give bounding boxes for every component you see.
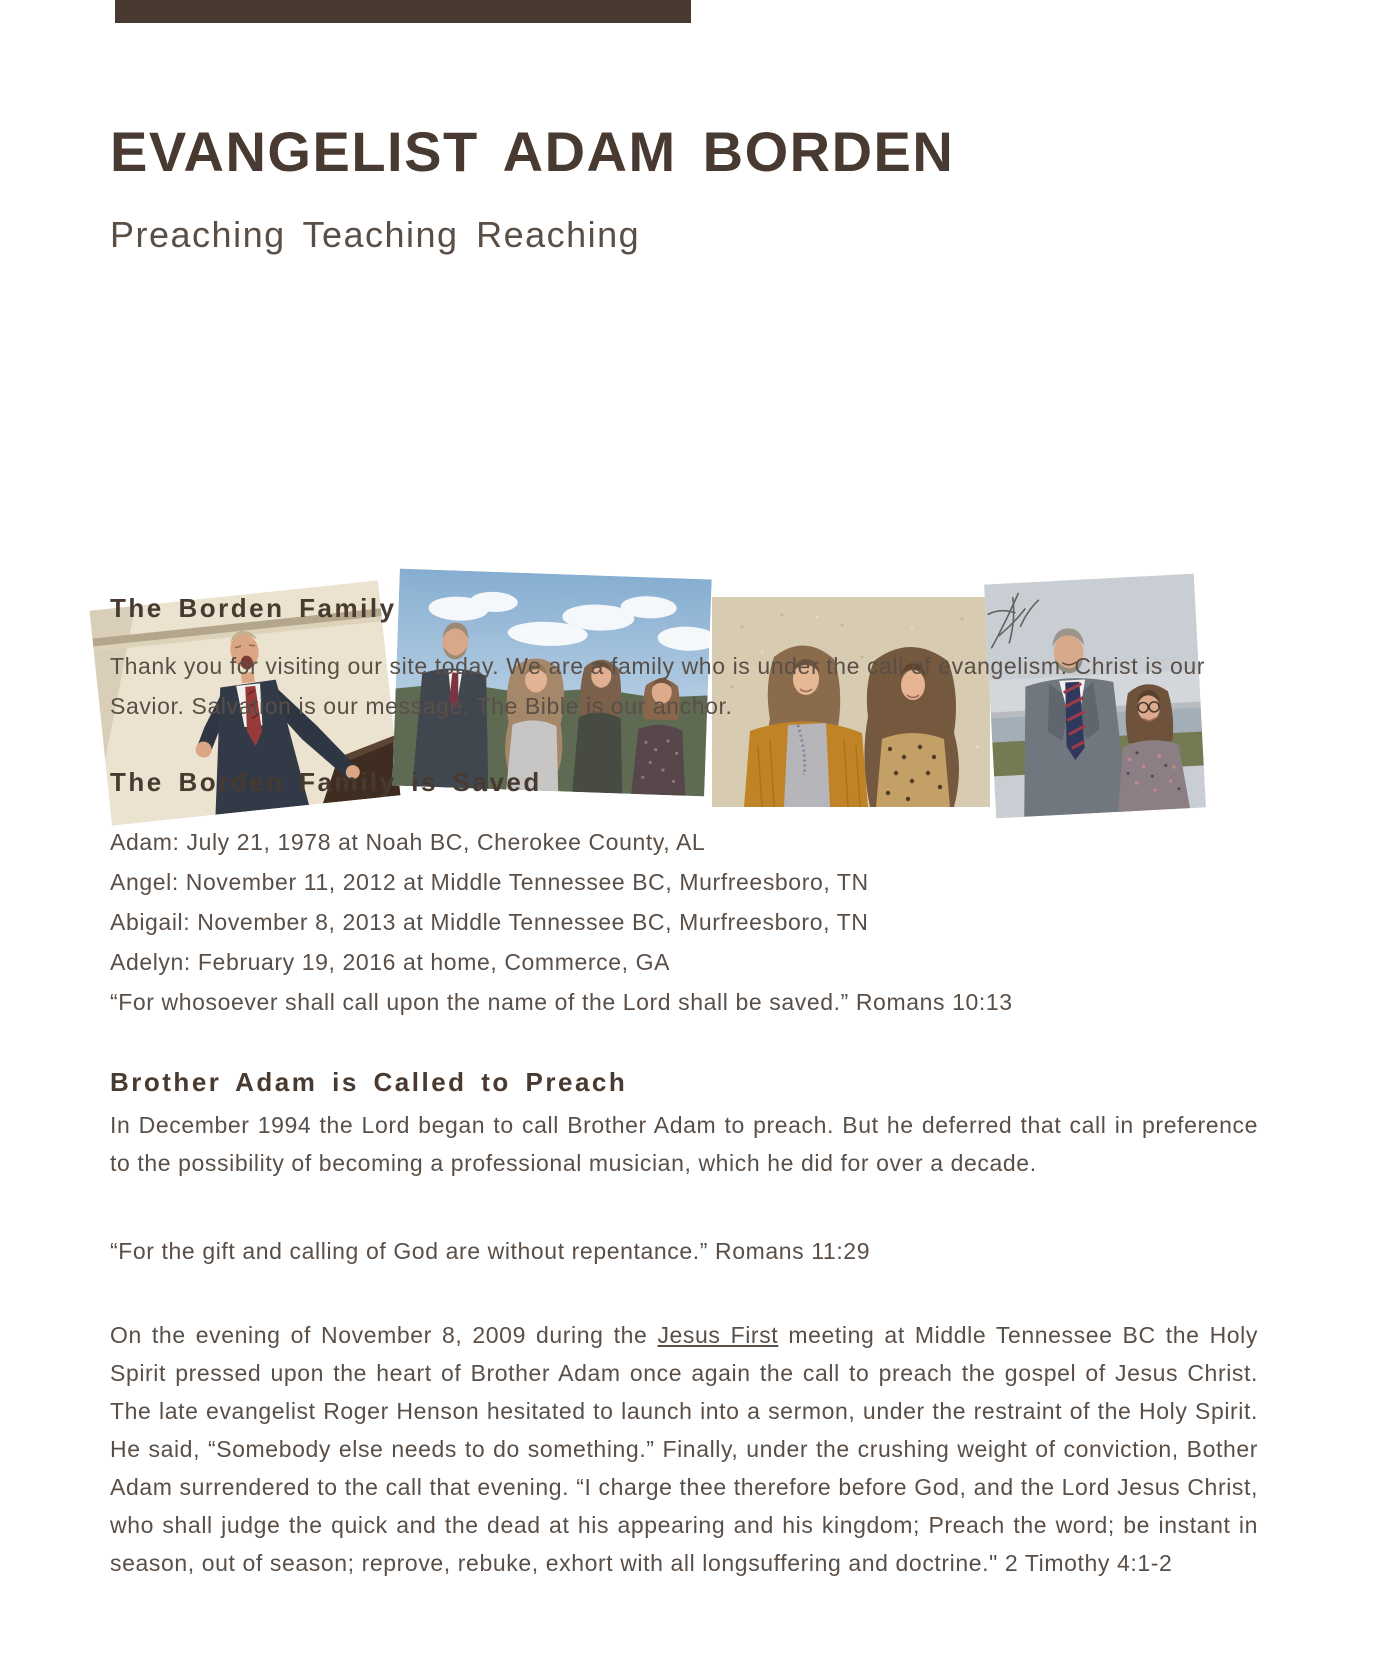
scripture-quote-romans-11-29: “For the gift and calling of God are without repentance.” Romans 11:29 <box>110 1238 871 1264</box>
heading-family-is-saved: The Borden Family is Saved <box>110 767 542 797</box>
scripture-quote-romans-10-13: “For whosoever shall call upon the name of the Lord shall be saved.” Romans 10:13 <box>110 989 1013 1015</box>
heading-the-borden-family: The Borden Family <box>110 593 397 623</box>
page-subtitle: Preaching Teaching Reaching <box>110 214 641 255</box>
salvation-item-adelyn: Adelyn: February 19, 2016 at home, Commerce, GA <box>110 949 671 975</box>
paragraph-testimony <box>110 1316 1258 1582</box>
photo-collage <box>0 285 1378 540</box>
testimony-text-after-link: meeting at Middle Tennessee BC the Holy Spirit pressed upon the heart of Brother Adam once again the call to preach the gospel of Jesus Christ. The late evangelist Roger Henson hesitated to launch into a sermon, under the restraint of the Holy Spirit. He said, “Somebody else needs to do something.” Finally, under the crushing weight of conviction, Bother Adam surrendered to the call that evening. “I charge thee therefore before God, and the Lord Jesus Christ, who shall judge the quick and the dead at his appearing and his kingdom; Preach the word; be instant in season, out of season; reprove, rebuke, exhort with all longsuffering and doctrine." 2 Timothy 4:1-2 <box>110 1322 1258 1576</box>
paragraph-called-to-preach: In December 1994 the Lord began to call Brother Adam to preach. But he deferred that call in preference to the possibility of becoming a professional musician, which he did for over a decade. <box>110 1112 1258 1176</box>
accent-bar <box>115 0 691 23</box>
salvation-list <box>110 822 1258 1022</box>
paragraph-family-intro: Thank you for visiting our site today. We are a family who is under the call of evangelism. Christ is our Savior. Salvation is our message. The Bible is our anchor. <box>110 653 1206 719</box>
salvation-item-adam: Adam: July 21, 1978 at Noah BC, Cherokee County, AL <box>110 829 706 855</box>
heading-called-to-preach: Brother Adam is Called to Preach <box>110 1067 628 1097</box>
salvation-item-angel: Angel: November 11, 2012 at Middle Tennessee BC, Murfreesboro, TN <box>110 869 869 895</box>
salvation-item-abigail: Abigail: November 8, 2013 at Middle Tennessee BC, Murfreesboro, TN <box>110 909 869 935</box>
jesus-first-link[interactable]: Jesus First <box>657 1322 779 1348</box>
page-title: EVANGELIST ADAM BORDEN <box>110 120 955 183</box>
testimony-text-before-link: On the evening of November 8, 2009 during the <box>110 1322 658 1348</box>
